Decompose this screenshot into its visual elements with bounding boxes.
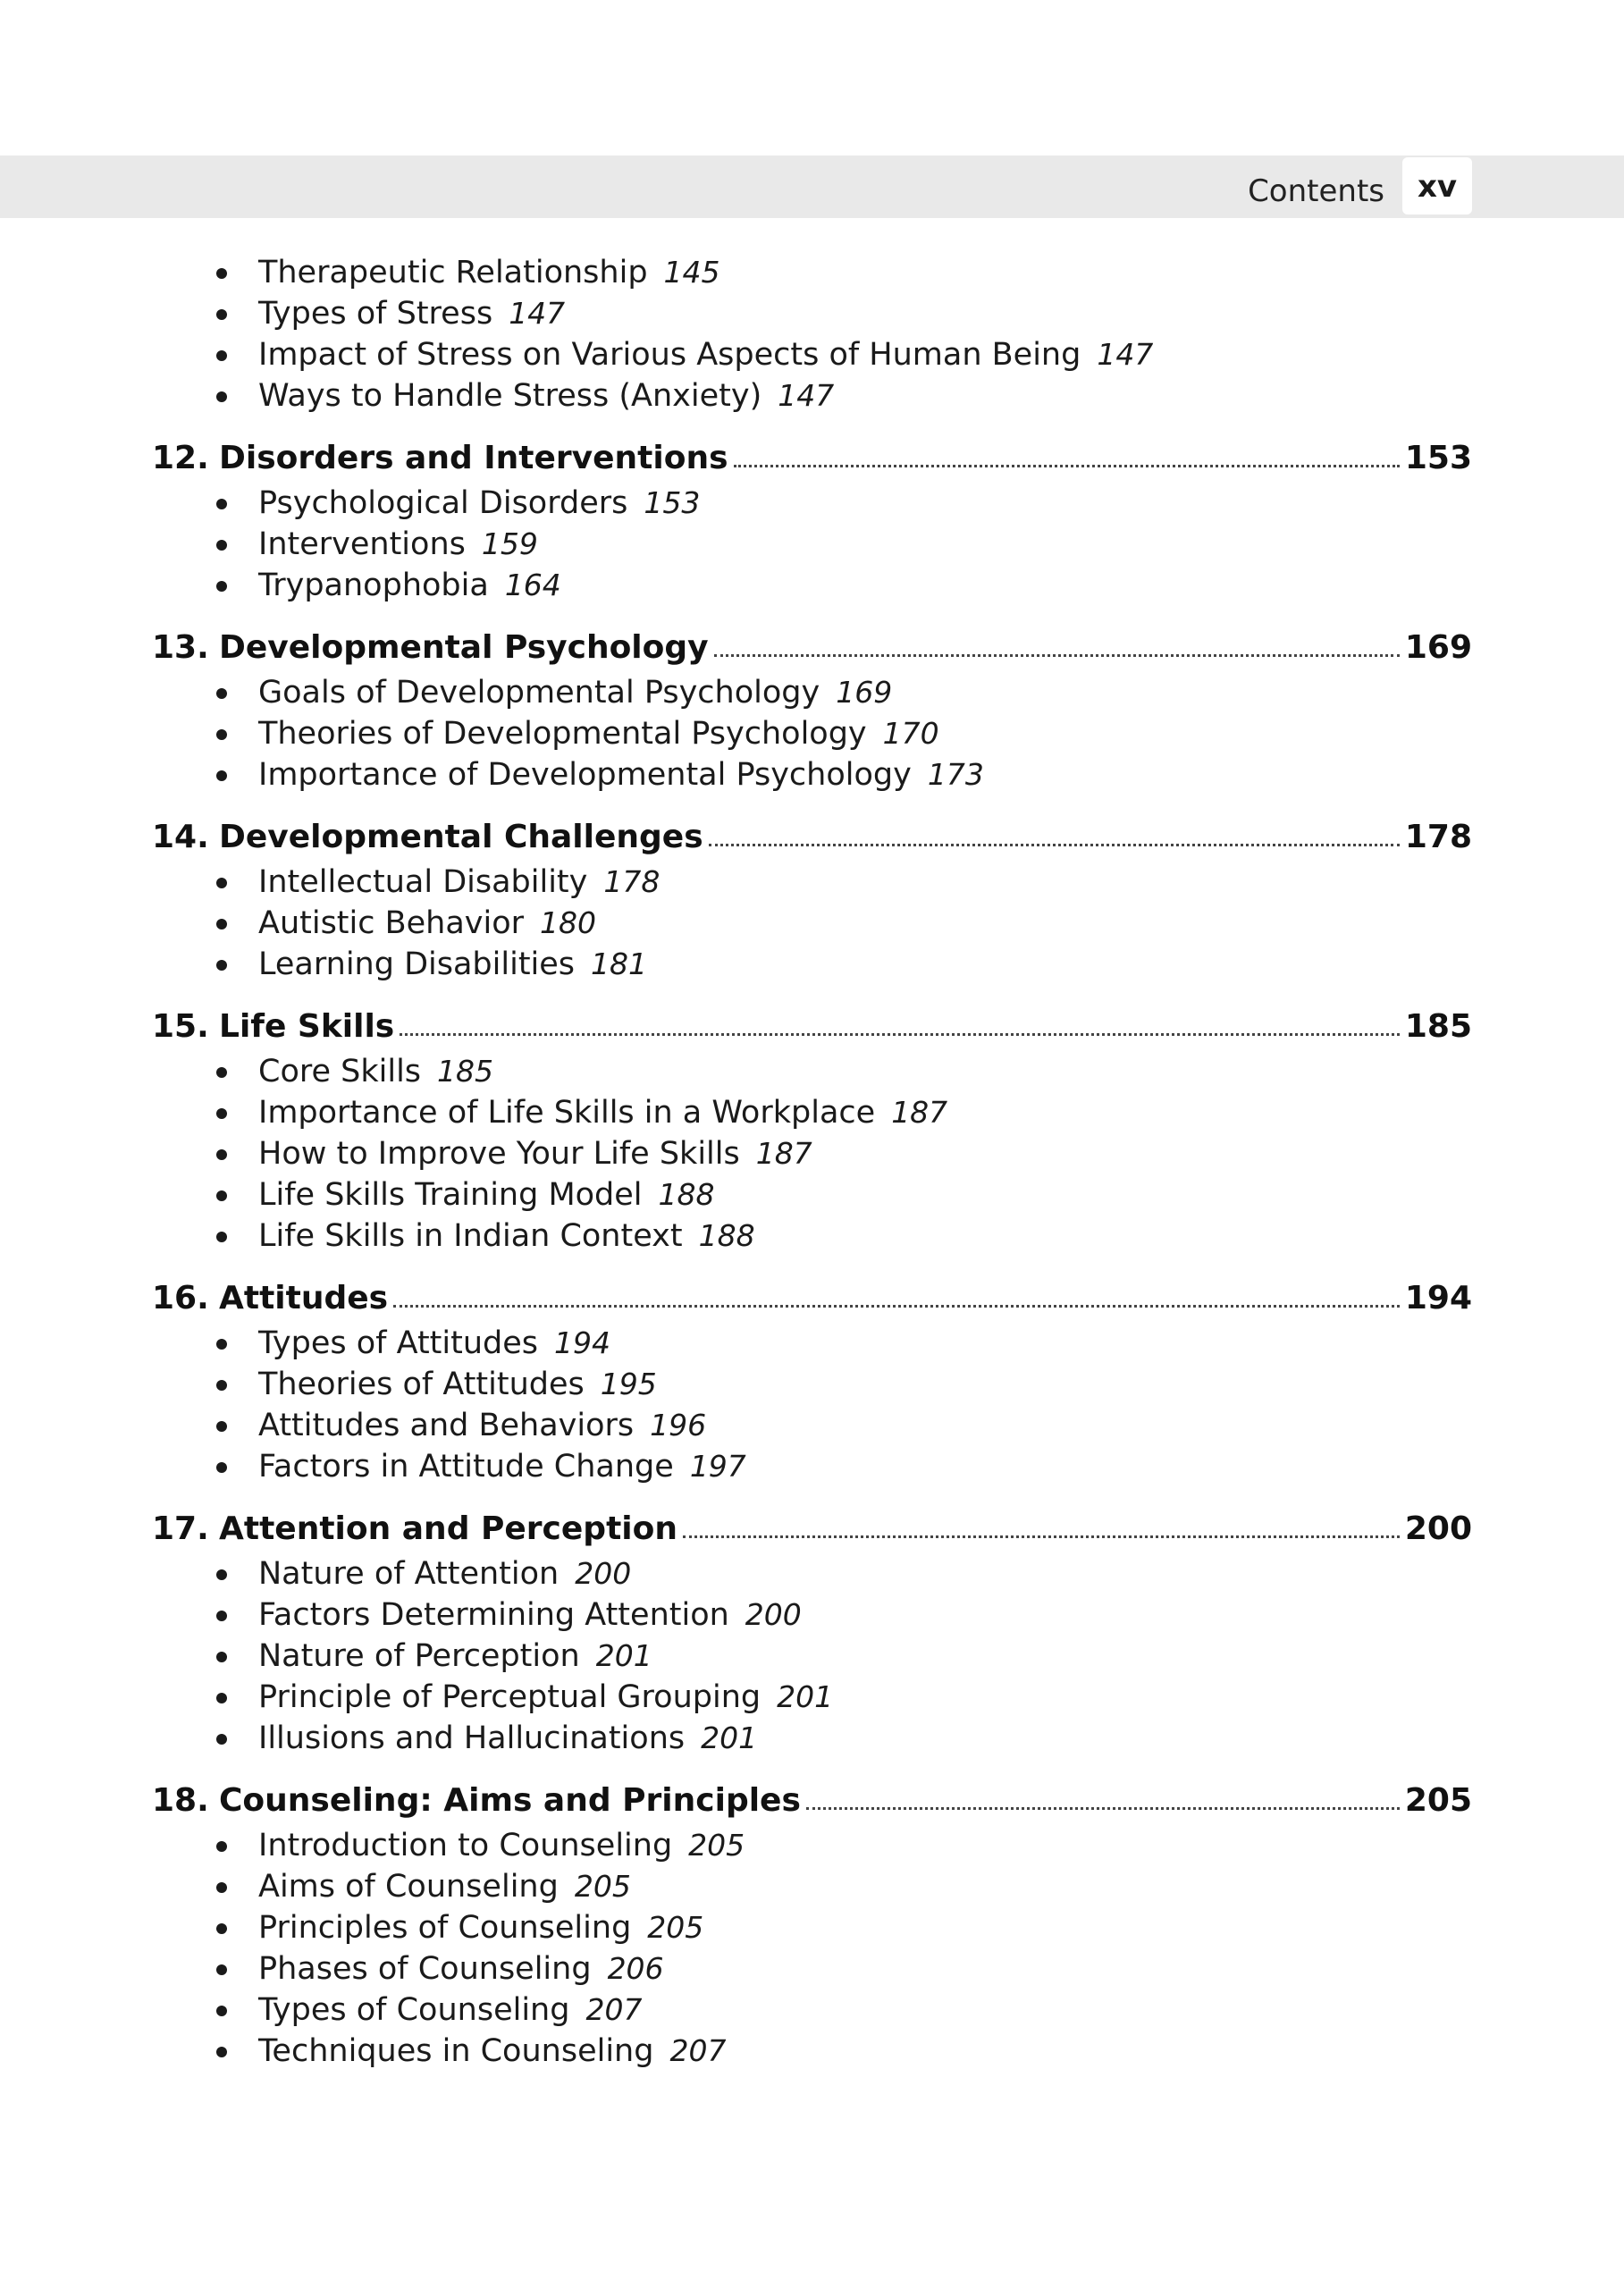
toc-subentry[interactable]	[0, 1594, 1624, 1636]
toc-chapter	[0, 1505, 1624, 1759]
toc-subentry-label: Types of Attitudes	[258, 1325, 539, 1361]
toc-subentry[interactable]	[0, 713, 1624, 754]
toc-subentry-text	[258, 903, 596, 944]
chapter-page: 200	[1401, 1505, 1472, 1553]
toc-subentry-label: Types of Counseling	[258, 1992, 570, 2028]
toc-chapter	[0, 1003, 1624, 1257]
toc-subentry-text	[258, 1825, 745, 1866]
toc-subentry[interactable]	[0, 672, 1624, 713]
toc-subentry-page: 145	[663, 255, 720, 290]
toc-subentry-label: Illusions and Hallucinations	[258, 1720, 686, 1756]
page-number: xv	[1402, 157, 1472, 214]
toc-subentry[interactable]	[0, 252, 1624, 293]
chapter-number: 14.	[152, 819, 209, 855]
toc-subentry[interactable]	[0, 1553, 1624, 1594]
toc-subentry-text	[258, 252, 720, 293]
toc-subentry[interactable]	[0, 375, 1624, 416]
toc-subentry-text	[258, 1636, 652, 1677]
toc-chapter	[0, 813, 1624, 985]
toc-subentry-page: 206	[607, 1951, 664, 1986]
chapter-title: Developmental Psychology	[219, 629, 709, 666]
toc-subentry[interactable]	[0, 1677, 1624, 1718]
toc-subentry-page: 188	[658, 1177, 715, 1212]
dot-leader	[683, 1535, 1400, 1538]
bullet-icon	[216, 1882, 227, 1893]
bullet-icon	[216, 1067, 227, 1078]
chapter-number: 13.	[152, 629, 209, 666]
chapter-page: 178	[1401, 813, 1472, 862]
bullet-icon	[216, 1190, 227, 1201]
bullet-icon	[216, 1108, 227, 1119]
toc-subentry[interactable]	[0, 334, 1624, 375]
toc-subentry-label: Therapeutic Relationship	[258, 255, 648, 290]
toc-subentry-page: 205	[574, 1869, 631, 1904]
toc-subentry-label: Impact of Stress on Various Aspects of Human Being	[258, 337, 1081, 373]
bullet-icon	[216, 350, 227, 361]
dot-leader	[714, 654, 1400, 657]
toc-subentry-label: Techniques in Counseling	[258, 2033, 654, 2069]
toc-subentry-text	[258, 1553, 631, 1594]
toc-subentry-page: 194	[554, 1325, 611, 1360]
toc-subentry-page: 169	[836, 675, 893, 710]
toc-subentry-page: 188	[698, 1218, 755, 1253]
bullet-icon	[216, 2047, 227, 2057]
bullet-icon	[216, 1652, 227, 1662]
toc-subentry-text	[258, 1405, 706, 1446]
toc-subentry[interactable]	[0, 1174, 1624, 1216]
toc-subentry[interactable]	[0, 1446, 1624, 1487]
toc-subentry-page: 147	[1097, 337, 1154, 372]
toc-subentry-label: Theories of Attitudes	[258, 1367, 585, 1402]
toc-subentry-label: Core Skills	[258, 1054, 422, 1089]
toc-subentry-label: Aims of Counseling	[258, 1869, 559, 1905]
toc-subentry[interactable]	[0, 565, 1624, 606]
toc-subentry[interactable]	[0, 1718, 1624, 1759]
toc-subentry-text	[258, 1594, 802, 1636]
toc-subentry-label: Factors in Attitude Change	[258, 1449, 674, 1485]
chapter-page: 169	[1401, 624, 1472, 672]
dot-leader	[400, 1033, 1400, 1036]
toc-subentry[interactable]	[0, 1133, 1624, 1174]
toc-subentry[interactable]	[0, 1323, 1624, 1364]
toc-chapter-heading[interactable]	[0, 624, 1624, 672]
toc-chapter-heading[interactable]	[0, 1777, 1624, 1825]
toc-subentry[interactable]	[0, 1825, 1624, 1866]
toc-subentry-page: 201	[777, 1679, 834, 1714]
bullet-icon	[216, 1923, 227, 1934]
bullet-icon	[216, 581, 227, 592]
toc-subentry-label: Interventions	[258, 526, 466, 562]
toc-subentry[interactable]	[0, 1051, 1624, 1092]
bullet-icon	[216, 1611, 227, 1621]
bullet-icon	[216, 499, 227, 509]
toc-subentry-text	[258, 1051, 493, 1092]
toc-subentry[interactable]	[0, 903, 1624, 944]
bullet-icon	[216, 1569, 227, 1580]
toc-chapter	[0, 1777, 1624, 2072]
chapter-number: 16.	[152, 1280, 209, 1316]
bullet-icon	[216, 919, 227, 930]
toc-subentry[interactable]	[0, 1907, 1624, 1948]
toc-chapter	[0, 624, 1624, 795]
toc-subentry-label: Importance of Developmental Psychology	[258, 757, 912, 793]
toc-subentry-page: 205	[647, 1910, 704, 1945]
toc-subentry-text	[258, 1948, 664, 1989]
dot-leader	[709, 844, 1400, 846]
chapter-number: 15.	[152, 1008, 209, 1045]
toc-subentry[interactable]	[0, 944, 1624, 985]
toc-subentry-page: 200	[745, 1597, 802, 1632]
toc-subentry[interactable]	[0, 754, 1624, 795]
toc-subentry-page: 147	[509, 296, 566, 331]
toc-subentry[interactable]	[0, 1364, 1624, 1405]
toc-subentry-label: Types of Stress	[258, 296, 493, 332]
bullet-icon	[216, 391, 227, 402]
bullet-icon	[216, 1232, 227, 1242]
bullet-icon	[216, 309, 227, 320]
toc-subentry[interactable]	[0, 1405, 1624, 1446]
toc-chapter-heading[interactable]	[0, 434, 1624, 483]
dot-leader	[393, 1305, 1400, 1308]
chapter-page: 194	[1401, 1274, 1472, 1323]
toc-subentry-page: 178	[603, 864, 661, 899]
bullet-icon	[216, 1693, 227, 1703]
toc-subentry-page: 195	[600, 1367, 657, 1401]
toc-subentry[interactable]	[0, 1989, 1624, 2031]
toc-subentry-label: Factors Determining Attention	[258, 1597, 729, 1633]
toc-subentry[interactable]	[0, 293, 1624, 334]
toc-chapter	[0, 1274, 1624, 1487]
dot-leader	[806, 1807, 1400, 1810]
toc-subentry-text	[258, 293, 565, 334]
bullet-icon	[216, 1841, 227, 1852]
toc-subentry-page: 197	[689, 1449, 746, 1484]
toc-subentry-page: 207	[669, 2033, 727, 2068]
toc-subentry-text	[258, 862, 660, 903]
toc-subentry-text	[258, 1364, 657, 1405]
toc-subentry-label: Theories of Developmental Psychology	[258, 716, 867, 752]
toc-subentry[interactable]	[0, 1636, 1624, 1677]
toc-subentry-page: 153	[644, 485, 701, 520]
chapter-number: 12.	[152, 440, 209, 476]
toc-chapter-heading[interactable]	[0, 1505, 1624, 1553]
toc-chapter-heading[interactable]	[0, 1003, 1624, 1051]
toc-subentry-text	[258, 1989, 642, 2031]
toc-subentry-page: 173	[927, 757, 984, 792]
bullet-icon	[216, 1380, 227, 1391]
bullet-icon	[216, 1421, 227, 1432]
toc-subentry-page: 185	[437, 1054, 494, 1089]
toc-subentry-text	[258, 1323, 610, 1364]
toc-subentry-text	[258, 713, 939, 754]
toc-subentry-page: 180	[540, 905, 597, 940]
toc-chapter-heading[interactable]	[0, 813, 1624, 862]
toc-subentry-label: Ways to Handle Stress (Anxiety)	[258, 378, 762, 414]
toc-subentry-label: Autistic Behavior	[258, 905, 525, 941]
toc-subentry-page: 205	[688, 1828, 745, 1863]
toc-subentry-text	[258, 2031, 726, 2072]
toc-subentry[interactable]	[0, 483, 1624, 524]
toc-subentry-text	[258, 944, 647, 985]
toc-subentry-text	[258, 672, 892, 713]
toc-subentry-text	[258, 375, 834, 416]
bullet-icon	[216, 960, 227, 971]
toc-subentry[interactable]	[0, 2031, 1624, 2072]
toc-subentry-label: Intellectual Disability	[258, 864, 588, 900]
running-header-title: Contents	[1248, 173, 1384, 209]
toc-subentry[interactable]	[0, 862, 1624, 903]
bullet-icon	[216, 1339, 227, 1350]
chapter-page: 205	[1401, 1777, 1472, 1825]
toc-subentry-page: 201	[701, 1720, 758, 1755]
toc-subentry-page: 207	[585, 1992, 643, 2027]
toc-subentry-text	[258, 1216, 755, 1257]
toc-subentry-page: 159	[481, 526, 538, 561]
bullet-icon	[216, 770, 227, 781]
toc-subentry-label: Principle of Perceptual Grouping	[258, 1679, 762, 1715]
toc-subentry-page: 196	[650, 1408, 707, 1443]
chapter-title: Counseling: Aims and Principles	[219, 1782, 801, 1819]
chapter-page: 185	[1401, 1003, 1472, 1051]
toc-subentry-label: Goals of Developmental Psychology	[258, 675, 820, 711]
toc-subentry[interactable]	[0, 1948, 1624, 1989]
toc-subentry-page: 164	[504, 568, 561, 602]
chapter-title: Attention and Perception	[219, 1510, 677, 1547]
toc-subentry-text	[258, 1718, 757, 1759]
toc-subentry-label: Psychological Disorders	[258, 485, 628, 521]
toc-subentry-text	[258, 524, 538, 565]
toc-subentry-text	[258, 1174, 715, 1216]
toc-subentry-page: 147	[778, 378, 835, 413]
toc-subentry-label: Trypanophobia	[258, 568, 489, 603]
chapter-number: 17.	[152, 1510, 209, 1547]
bullet-icon	[216, 268, 227, 279]
toc-subentry-page: 187	[755, 1136, 812, 1171]
toc-subentry[interactable]	[0, 1216, 1624, 1257]
toc-subentry-text	[258, 1866, 631, 1907]
toc-subentry-text	[258, 334, 1153, 375]
toc-subentry-label: Nature of Attention	[258, 1556, 560, 1592]
toc-subentry[interactable]	[0, 1866, 1624, 1907]
bullet-icon	[216, 878, 227, 888]
toc-subentry-page: 201	[595, 1638, 652, 1673]
toc-subentry-page: 181	[591, 946, 648, 981]
toc-subentry-label: How to Improve Your Life Skills	[258, 1136, 740, 1172]
bullet-icon	[216, 688, 227, 699]
toc-subentry-label: Life Skills in Indian Context	[258, 1218, 683, 1254]
toc-subentry-text	[258, 1133, 812, 1174]
bullet-icon	[216, 1964, 227, 1975]
toc-subentry-page: 200	[575, 1556, 632, 1591]
toc-subentry-label: Introduction to Counseling	[258, 1828, 673, 1863]
toc-subentry-text	[258, 1446, 746, 1487]
bullet-icon	[216, 1149, 227, 1160]
toc-subentry-text	[258, 565, 561, 606]
toc-subentry-label: Principles of Counseling	[258, 1910, 632, 1946]
bullet-icon	[216, 729, 227, 740]
table-of-contents	[0, 252, 1624, 2072]
bullet-icon	[216, 2006, 227, 2016]
toc-subentry-text	[258, 1907, 703, 1948]
toc-subentry[interactable]	[0, 1092, 1624, 1133]
toc-subentry-text	[258, 483, 700, 524]
toc-chapter-heading[interactable]	[0, 1274, 1624, 1323]
toc-subentry-label: Nature of Perception	[258, 1638, 580, 1674]
toc-subentry-page: 170	[882, 716, 939, 751]
bullet-icon	[216, 1734, 227, 1745]
chapter-number: 18.	[152, 1782, 209, 1819]
toc-continued-items	[0, 252, 1624, 416]
toc-subentry-page: 187	[891, 1095, 948, 1130]
toc-subentry-label: Life Skills Training Model	[258, 1177, 643, 1213]
chapter-title: Disorders and Interventions	[219, 440, 728, 476]
toc-subentry-label: Learning Disabilities	[258, 946, 576, 982]
toc-subentry-label: Importance of Life Skills in a Workplace	[258, 1095, 876, 1131]
bullet-icon	[216, 1462, 227, 1473]
toc-subentry-label: Phases of Counseling	[258, 1951, 592, 1987]
toc-chapter	[0, 434, 1624, 606]
toc-subentry-label: Attitudes and Behaviors	[258, 1408, 635, 1443]
chapter-title: Attitudes	[219, 1280, 389, 1316]
dot-leader	[734, 465, 1400, 467]
chapter-page: 153	[1401, 434, 1472, 483]
bullet-icon	[216, 540, 227, 551]
toc-subentry-text	[258, 1092, 947, 1133]
chapter-title: Developmental Challenges	[219, 819, 703, 855]
toc-subentry-text	[258, 754, 984, 795]
toc-subentry-text	[258, 1677, 833, 1718]
toc-subentry[interactable]	[0, 524, 1624, 565]
chapter-title: Life Skills	[219, 1008, 395, 1045]
